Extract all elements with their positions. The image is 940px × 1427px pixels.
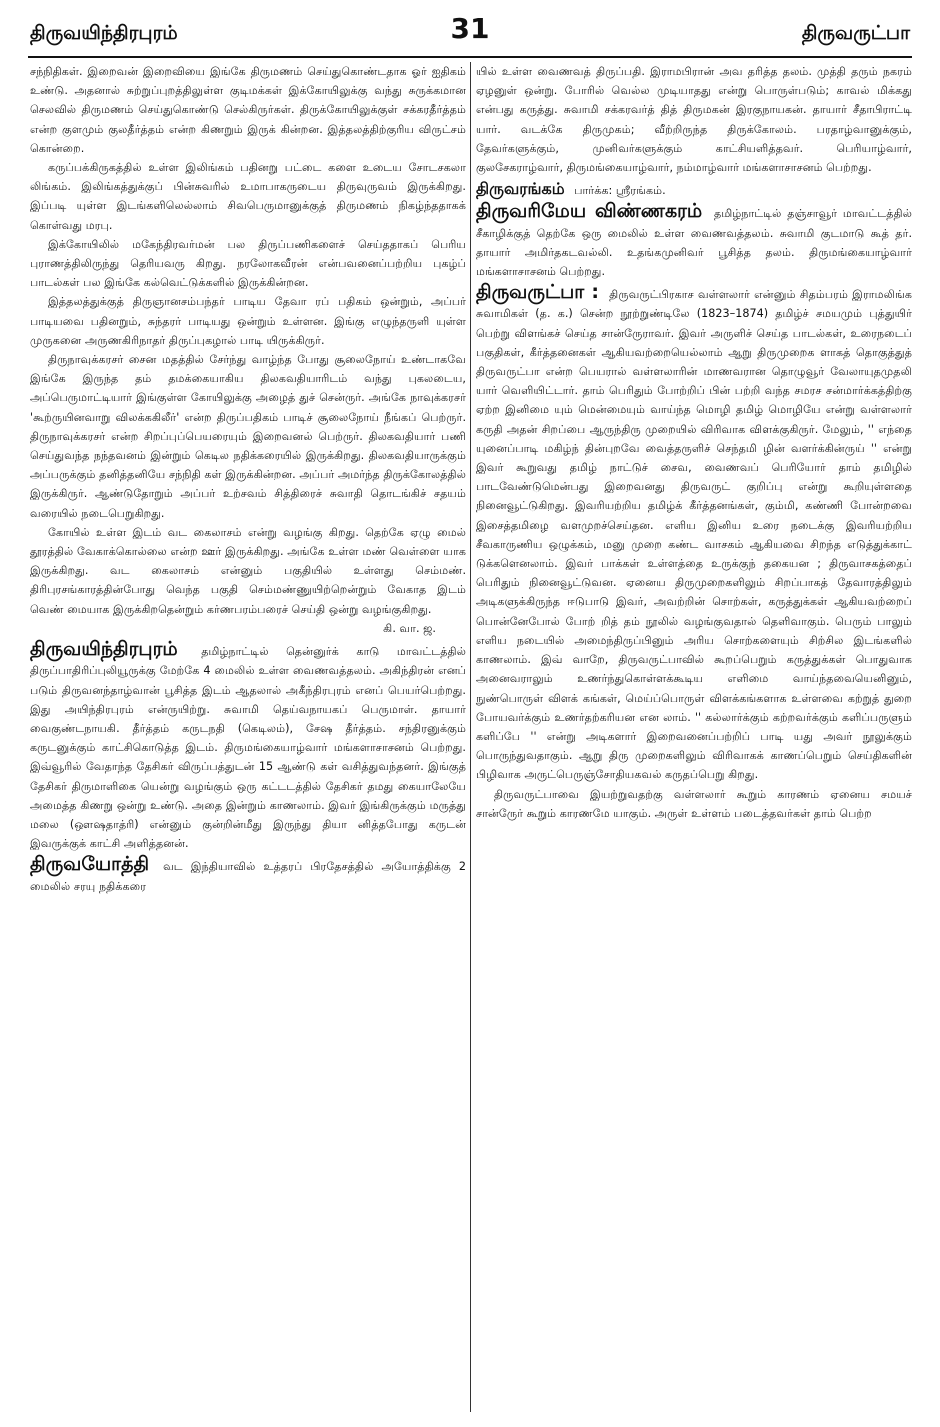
left-paragraph-3: இக்கோயிலில் மகேந்திரவர்மன் பல திருப்பணிகளைச் செய்ததாகப் பெரிய புராணத்திலிருந்து தெரியவரு கிறது. நரலோகவீரன் என்பவனைப்பற்றிய புகழ்ப் பாடல்கள் பல இங்கே கல்வெட்டுக்களில் இருக்கின்றன. [30, 237, 466, 290]
entry-thiruvarangam [476, 179, 912, 200]
entry-text: பார்க்க: ஸ்ரீரங்கம். [574, 184, 666, 198]
left-paragraph-1: சந்நிதிகள். இறைவன் இறைவியை இங்கே திருமணம் செய்துகொண்டதாக ஓர் ஐதிகம் உண்டு. அதனால் சுற்றுப்புறத்திலுள்ள குடிமக்கள் இக்கோயிலுக்கு வந்து சுருக்கமான செலவில் திருமணம் செய்துகொண்டு செல்கிருர்கள். திருக்கோயிலுக்குள் சக்கரதீர்த்தம் என்ற குளமும் குலதீர்த்தம் என்ற கிணறும் இருக் கின்றன. இத்தலத்திற்குரிய விருட்சம் கொன்றை. [30, 65, 466, 155]
entry-heading: திருவயோத்தி [30, 853, 150, 876]
running-head-left: திருவயிந்திரபுரம் [30, 22, 178, 44]
column-separator [470, 62, 471, 1412]
entry-thiruvarimeya-vinnagaram [476, 202, 912, 281]
entry-text: திருவருட்பிரகாச வள்ளலார் என்னும் சிதம்பரம் இராமலிங்க சுவாமிகள் (த. க.) சென்ற நூற்றுண்டிலே (1823–1874) தமிழ்ச் சமயமும் புத்துயிர் பெற்று விளங்கச் செய்த சான்ருேராவர். இவர் அருளிச் செய்த பாடல்கள், உரைநடைப் பகுதிகள், கீர்த்தனைகள் ஆகியவற்றையெல்லாம் ஆறு திருமுறைக ளாகத் தொகுத்துத் திருவருட்பா என்ற பெயரால் வள்ளலாரின் மாணவரான தொழுவூர் வேலாயுதமுதலி யார் வெளியிட்டார். தாம் பெரிதும் போற்றிப் பின் பற்றி வந்த சமரச சன்மார்க்கத்திற்கு ஏற்ற இனிமை யும் மென்மையும் வாய்ந்த மொழி தமிழ் மொழியே என்று வள்ளலார் கருதி அதன் சிறப்பை ஆருந்திரு முறையில் விரிவாக விளக்குகிருர். மேலும், '' எந்தை யுனைப்பாடி மகிழ்ந் தின்புறவே வைத்தருளிச் செந்தமி ழின் வளர்க்கின்ருய் '' என்று இவர் கூறுவது தமிழ் நாட்டுச் சைவ, வைணவப் பெரியோர் தாம் தமிழில் பாடவேண்டுமென்பது இறைவனது திருவருட் குறிப்பு என்று கூறியுள்ளதை நினைவூட்டுகிறது. இவரியற்றிய தமிழ்க் கீர்த்தனங்கள், கும்மி, கண்ணி போன்றவை இசைத்தமிழை வளமுறச்செய்தன. எளிய இனிய உரை நடைக்கு இவரியற்றிய சீவகாருணிய ஒழுக்கம், மனு முறை கண்ட வாசகம் ஆகியவை சிறந்த எடுத்துக்காட் டுக்களெனலாம். இவர் பாக்கள் உள்ளத்தை உருக்குந் தகையன ; திருவாசகத்தைப் பெரிதும் நினைவூட்டுவன. ஏனைய திருமுறைகளிலும் சிறப்பாகத் தேவாரத்திலும் அடிகளுக்கிருந்த ஈடுபாடு இவர், அவற்றின் சொற்கள், கருத்துக்கள் ஆகியவற்றைப் பொன்னேபோல் போற் றித் தம் நூலில் வழங்குவதால் தெளிவாகும். பெரும் பாலும் எளிய நடையில் அமைந்திருப்பினும் அரிய சொற்களையும் சிற்சில இடங்களில் காணலாம். இவ் வாறே, திருவருட்பாவில் கூறப்பெறும் கருத்துக்கள் பொதுவாக அனைவராலும் உணர்ந்துகொள்ளக்கூடிய எளிமை வாய்ந்தவையெனினும், நுண்பொருள் விளக் கங்கள், மெய்ப்பொருள் விளக்கங்களாக உள்ளவை கற்றுத் துறை போயவர்க்கும் உணர்தற்கரியன என லாம். '' கல்லார்க்கும் கற்றவர்க்கும் களிப்பருளும் களிப்பே '' என்று அடிகளார் இறைவனைப்பற்றிப் பாடி யது அவர் நூலுக்கும் பொருந்துவதாகும். ஆறு திரு முறைகளிலும் விரிவாகக் காணப்பெறும் செய்திகளின் பிழிவாக அருட்பெருஞ்சோதியகவல் கருதப்பெறு கிறது. [476, 288, 912, 782]
left-paragraph-5: திருநாவுக்கரசர் சைன மதத்தில் சேர்ந்து வாழ்ந்த போது சூலைநோய் உண்டாகவே இங்கே இருந்த தம் தமக்கையாகிய திலகவதியாரிடம் வந்து புகலடைய, அப்பெருமாட்டியார் இங்குள்ள கோயிலுக்கு அழைத் துச் சென்ருர். அங்கே நாவுக்கரசர் 'கூற்ருயினவாறு விலக்ககிலீர்' என்ற திருப்பதிகம் பாடிச் சூலைநோய் நீங்கப் பெற்ருர். திருநாவுக்கரசர் என்ற சிறப்புப்பெயரையும் இறைவனல் பெற்ருர். திலகவதியார் பணி செய்துவந்த நந்தவனம் இன்றும் கெடில நதிக்கரையில் இருக்கிறது. திலகவதியாருக்கும் அப்பருக்கும் தனித்தனியே சந்நிதி கள் இருக்கின்றன. அப்பர் அமர்ந்த திருக்கோலத்தில் இருக்கிருர். ஆண்டுதோறும் அப்பர் உற்சவம் சித்திரைச் சுவாதி தொடங்கிச் சதயம் வரையில் நடைபெறுகிறது. [30, 353, 466, 520]
entry-heading: திருவயிந்திரபுரம் [30, 638, 178, 661]
entry-thiruvarutpa [476, 283, 912, 784]
right-paragraph-1: யில் உள்ள வைணவத் திருப்பதி. இராமபிரான் அவ தரித்த தலம். முத்தி தரும் நகரம் ஏழனுள் ஒன்று. போரில் வெல்ல முடியாதது என்று பொருள்படும்; காவல் மிக்கது என்பது கருத்து. சுவாமி சக்கரவர்த் தித் திருமகன் இரகுநாயகன். தாயார் சீதாபிராட்டி யார். வடக்கே திருமுகம்; வீற்றிருந்த திருக்கோலம். பரதாழ்வானுக்கும், தேவர்களுக்கும், முனிவர்களுக்கும் காட்சியளித்தவர். பெரியாழ்வார், குலசேகராழ்வார், திருமங்கையாழ்வார், நம்மாழ்வார் மங்களாசாசனம் பெற்றது. [476, 65, 912, 175]
page-header [30, 8, 910, 54]
left-paragraph-2: கருப்பக்கிருகத்தில் உள்ள இலிங்கம் பதினறு பட்டை களை உடைய சோடசகலா லிங்கம். இலிங்கத்துக்குப் பின்சுவரில் உமாபாகருடைய திருவுருவம் இருக்கிறது. இப்படி யுள்ள இடங்களிலெல்லாம் சிவபெருமானுக்குத் திருமணம் நிகழ்ந்ததாகக் கொள்வது மரபு. [30, 161, 466, 232]
entry-heading: திருவருட்பா : [476, 281, 599, 304]
entry-thiruvayindhirapuram [30, 640, 466, 853]
entry-text: தமிழ்நாட்டில் தஞ்சாவூர் மாவட்டத்தில் சீகாழிக்குத் தெற்கே ஒரு மைலில் உள்ள வைணவத்தலம். சுவாமி குடமாடு கூத் தர். தாயார் அமிர்தகடவல்லி. உதங்கமுனிவர் பூசித்த தலம். திருமங்கையாழ்வார் மங்களாசாசனம் பெற்றது. [476, 207, 912, 279]
entry-text: வட இந்தியாவில் உத்தரப் பிரதேசத்தில் அயோத்திக்கு 2 மைலில் சரயு நதிக்கரை [30, 860, 466, 893]
right-paragraph-last: திருவருட்பாவை இயற்றுவதற்கு வள்ளலார் கூறும் காரணம் ஏனைய சமயச் சான்ருேர் கூறும் காரணமே யாகும். அருள் உள்ளம் படைத்தவர்கள் தாம் பெற்ற [476, 787, 912, 820]
header-rule [28, 56, 912, 58]
entry-text: தமிழ்நாட்டில் தென்னுர்க் காடு மாவட்டத்தில் திருப்பாதிரிப்புலியூருக்கு மேற்கே 4 மைலில் உள்ள வைணவத்தலம். அகிந்திரன் எனப் படும் திருவனந்தாழ்வான் பூசித்த இடம் ஆதலால் அகீந்திரபுரம் எனப் பெயர்பெற்றது. இது அயிந்திரபுரம் என்ருயிற்று. சுவாமி தெய்வநாயகப் பெருமாள். தாயார் வைகுண்டநாயகி. தீர்த்தம் கருடநதி (கெடிலம்), சேஷ தீர்த்தம். சந்திரனுக்கும் கருடனுக்கும் காட்சிகொடுத்த இடம். திருமங்கையாழ்வார் மங்களாசாசனம் பெற்றது. இவ்வூரில் வேதாந்த தேசிகர் விருப்பத்துடன் 15 ஆண்டு கள் வசித்துவந்தனர். இங்குத் தேசிகர் திருமாளிகை யென்று வழங்கும் ஒரு கட்டடத்தில் தேசிகர் தமது கையாலேயே அமைத்த கிணறு ஒன்று உண்டு. அதை இன்றும் காணலாம். இவர் இங்கிருக்கும் மருத்து மலை (ஔஷதாத்ரி) என்னும் குன்றின்மீது இருந்து தியா னித்தபோது கருடன் இவருக்குக் காட்சி அளித்தனன். [30, 645, 466, 851]
running-head-right: திருவருட்பா [801, 22, 910, 44]
author-signature: கி. வா. ஜ. [383, 621, 436, 635]
entry-heading: திருவரங்கம் [476, 179, 565, 199]
page-number: 31 [450, 12, 490, 45]
right-column [476, 62, 912, 1412]
left-paragraph-4: இத்தலத்துக்குத் திருஞானசம்பந்தர் பாடிய தேவா ரப் பதிகம் ஒன்றும், அப்பர் பாடியவை பதினறும், சுந்தரர் பாடியது ஒன்றும் உள்ளன. இங்கு எழுந்தருளி யுள்ள முருகனை அருணகிரிநாதர் திருப்புகழால் பாடி யிருக்கிருர். [30, 295, 466, 347]
left-column [30, 62, 466, 1412]
left-paragraph-6: கோயில் உள்ள இடம் வட கைலாசம் என்று வழங்கு கிறது. தெற்கே ஏழு மைல் தூரத்தில் வேகாக்கொல்லை என்ற ஊர் இருக்கிறது. அங்கே உள்ள மண் வெள்ளை யாக இருக்கிறது. வட கைலாசம் என்னும் பகுதியில் உள்ளது செம்மண். திரிபுரசங்காரத்தின்போது வெந்த பகுதி செம்மண்ணுயிற்றென்றும் வேகாத இடம் வெண் மையாக இருக்கிறதென்றும் கர்ணபரம்பரைச் செய்தி ஒன்று வழங்குகிறது. [30, 525, 466, 616]
entry-heading: திருவரிமேய விண்ணகரம் [476, 200, 703, 223]
entry-thiruvayothi [30, 855, 466, 895]
